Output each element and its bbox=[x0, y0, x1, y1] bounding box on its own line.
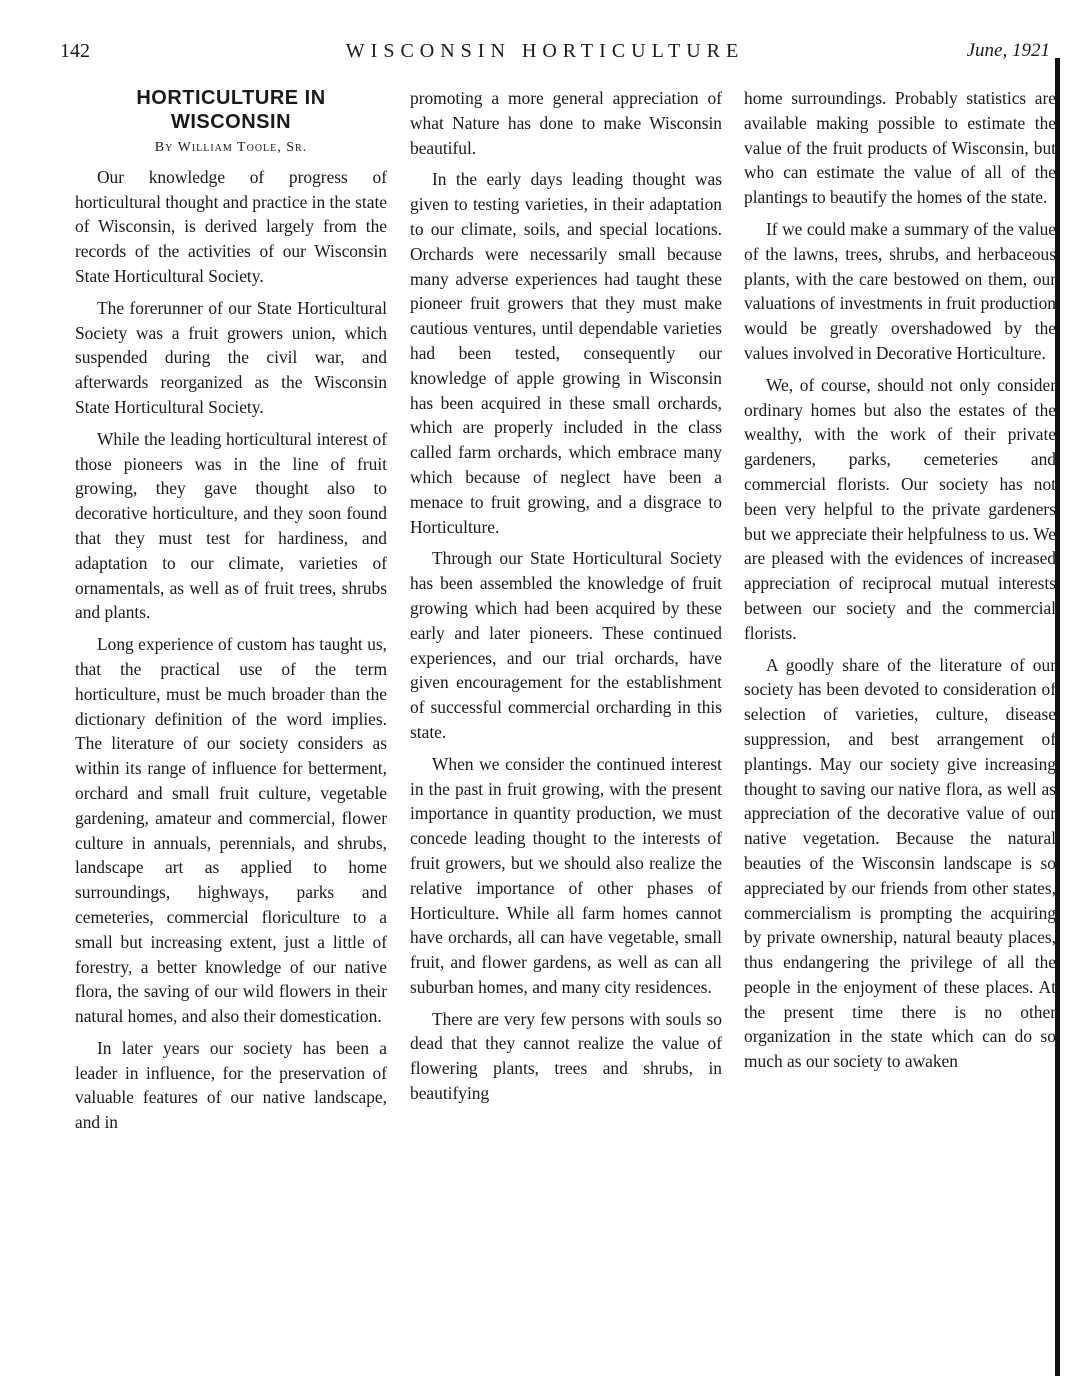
paragraph: There are very few persons with souls so dead that they cannot realize the value of flowering plants, trees and shrubs, in beautifying bbox=[410, 1008, 722, 1104]
paragraph: We, of course, should not only consider ordinary homes but also the estates of the wealthy, with the work of their private gardeners, parks, cemeteries and commercial florists. Our society has not been very helpful to the private gardeners but we appreciate their helpfulness to us. We are pleased with the evidences of increased appreciation of reciprocal mutual interests between our society and the commercial florists. bbox=[744, 374, 1056, 643]
article-title-line-2: WISCONSIN bbox=[170, 111, 292, 133]
paragraph: When we consider the continued interest in the past in fruit growing, with the present importance in quantity production, we must concede leading thought to the interests of fruit growers, but we should also realize the relative importance of other phases of Horticulture. While all farm homes cannot have orchards, all can have vegetable, small fruit, and flower gardens, as well as can all suburban homes, and many city residences. bbox=[410, 753, 722, 997]
paragraph: In later years our society has been a leader in influence, for the preservation of valuable features of our native landscape, and in bbox=[75, 1037, 387, 1133]
running-title: WISCONSIN HORTICULTURE bbox=[345, 40, 745, 62]
article-title bbox=[75, 86, 387, 134]
page-header bbox=[0, 40, 1090, 70]
page-number: 142 bbox=[60, 40, 90, 62]
paragraph-continued: home surroundings. Probably statistics are available making possible to estimate the value of the fruit products of Wisconsin, but who can estimate the value of all of the plantings to beautify the homes of the state. bbox=[744, 88, 1056, 208]
paragraph: While the leading horticultural interest of those pioneers was in the line of fruit growing, they gave thought also to decorative horticulture, and they soon found that they must test for hardiness, and adaptation to our climate, varieties of ornamentals, as well as of fruit trees, shrubs and plants. bbox=[75, 428, 387, 623]
paragraph: A goodly share of the literature of our society has been devoted to consideration of selection of varieties, culture, disease suppression, and best arrangement of plantings. May our society give increasing thought to saving our native flora, as well as appreciation of the decorative value of our native vegetation. Because the natural beauties of the Wisconsin landscape is so appreciated by our friends from other states, commercialism is prompting the acquiring by private ownership, natural beauty places, thus endangering the privilege of all the people in the enjoyment of these places. At the present time there is no other organization in the state which can do so much as our society to awaken bbox=[744, 654, 1056, 1072]
paragraph: Long experience of custom has taught us, that the practical use of the term horticulture, must be much broader than the dictionary definition of the word implies. The literature of our society considers as within its range of influence for betterment, orchard and small fruit culture, vegetable gardening, amateur and commercial, flower culture in annuals, perennials, and shrubs, landscape art as applied to home surroundings, highways, parks and cemeteries, commercial floriculture to a small but increasing extent, just a little of forestry, a better knowledge of our native flora, the saving of our wild flowers in their natural homes, and also their domestication. bbox=[75, 634, 387, 1027]
paragraph: Our knowledge of progress of horticultural thought and practice in the state of Wisconsin, is derived largely from the records of the activities of our Wisconsin State Horticultural Society. bbox=[75, 166, 387, 286]
issue-date: June, 1921 bbox=[966, 40, 1050, 61]
paragraph: If we could make a summary of the value of the lawns, trees, shrubs, and herbaceous plants, with the care bestowed on them, our valuations of investments in fruit production would be greatly overshadowed by the values involved in Decorative Horticulture. bbox=[744, 218, 1056, 363]
paragraph-continued: promoting a more general appreciation of what Nature has done to make Wisconsin beautiful. bbox=[410, 88, 722, 158]
byline: By William Toole, Sr. bbox=[154, 140, 308, 155]
paragraph: Through our State Horticultural Society has been assembled the knowledge of fruit growing which had been acquired by these early and later pioneers. These continued experiences, and our trial orchards, have given encouragement for the establishment of successful commercial orcharding in this state. bbox=[410, 548, 722, 742]
column-2 bbox=[410, 86, 722, 1113]
paragraph: In the early days leading thought was given to testing varieties, in their adaptation to our climate, soils, and special locations. Orchards were necessarily small because many adverse experiences had taught these pioneer fruit growers that they must make cautious ventures, until dependable varieties had been tested, consequently our knowledge of apple growing in Wisconsin has been acquired in these small orchards, which are properly included in the class called farm orchards, which embrace many which because of neglect have been a menace to fruit growing, and a disgrace to Horticulture. bbox=[410, 169, 722, 537]
article-title-line-1: HORTICULTURE IN bbox=[136, 87, 326, 109]
column-1 bbox=[75, 86, 387, 1142]
column-3 bbox=[744, 86, 1056, 1081]
paragraph: The forerunner of our State Horticultural Society was a fruit growers union, which suspended during the civil war, and afterwards reorganized as the Wisconsin State Horticultural Society. bbox=[75, 297, 387, 417]
